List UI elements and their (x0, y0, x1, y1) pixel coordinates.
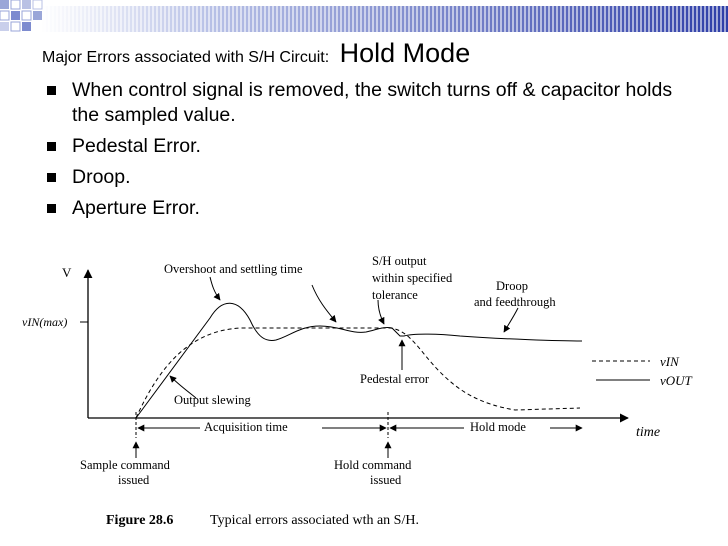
overshoot-label: Overshoot and settling time (164, 262, 303, 276)
sh-output-arrow (378, 300, 384, 324)
hold-command-label-2: issued (370, 473, 402, 487)
y-axis-label: V (62, 265, 72, 280)
droop-label-1: Droop (496, 279, 528, 293)
title-prefix: Major Errors associated with S/H Circuit: (42, 49, 330, 66)
settling-arrow (312, 285, 336, 322)
legend-vin-label: vIN (660, 354, 679, 369)
bullet-text: Droop. (72, 166, 131, 188)
bullet-square-icon (47, 173, 56, 182)
bullet-text: Pedestal Error. (72, 135, 201, 157)
bullet-text: Aperture Error. (72, 197, 200, 219)
title-main: Hold Mode (339, 38, 471, 68)
sample-command-label-1: Sample command (80, 458, 170, 472)
header-decoration (0, 0, 728, 34)
bullet-item (46, 165, 686, 190)
sh-output-label-3: tolerance (372, 288, 418, 302)
caption-text: Typical errors associated wth an S/H. (210, 513, 419, 528)
hold-mode-label: Hold mode (470, 420, 526, 434)
overshoot-arrow (210, 277, 220, 300)
sh-error-figure (0, 250, 728, 546)
bullet-square-icon (47, 86, 56, 95)
bullet-item (46, 134, 686, 159)
bullet-item (46, 196, 686, 221)
droop-arrow (504, 308, 518, 332)
sh-output-label-2: within specified (372, 271, 453, 285)
sample-command-label-2: issued (118, 473, 150, 487)
bullet-list (46, 78, 686, 227)
pedestal-label: Pedestal error (360, 372, 430, 386)
bullet-item (46, 78, 686, 128)
x-axis-label: time (636, 425, 661, 440)
bullet-text: When control signal is removed, the switch turns off & capacitor holds the sampled value. (72, 79, 673, 126)
legend-vout-label: vOUT (660, 373, 692, 388)
droop-label-2: and feedthrough (474, 295, 556, 309)
hold-command-label-1: Hold command (334, 458, 412, 472)
vin-max-label: vIN(max) (22, 315, 68, 329)
slewing-label: Output slewing (174, 393, 251, 407)
slide-title (42, 38, 470, 69)
caption-label: Figure 28.6 (106, 513, 174, 528)
bullet-square-icon (47, 142, 56, 151)
bullet-square-icon (47, 204, 56, 213)
sh-output-label-1: S/H output (372, 254, 427, 268)
acquisition-label: Acquisition time (204, 420, 288, 434)
checker-squares (0, 0, 42, 31)
